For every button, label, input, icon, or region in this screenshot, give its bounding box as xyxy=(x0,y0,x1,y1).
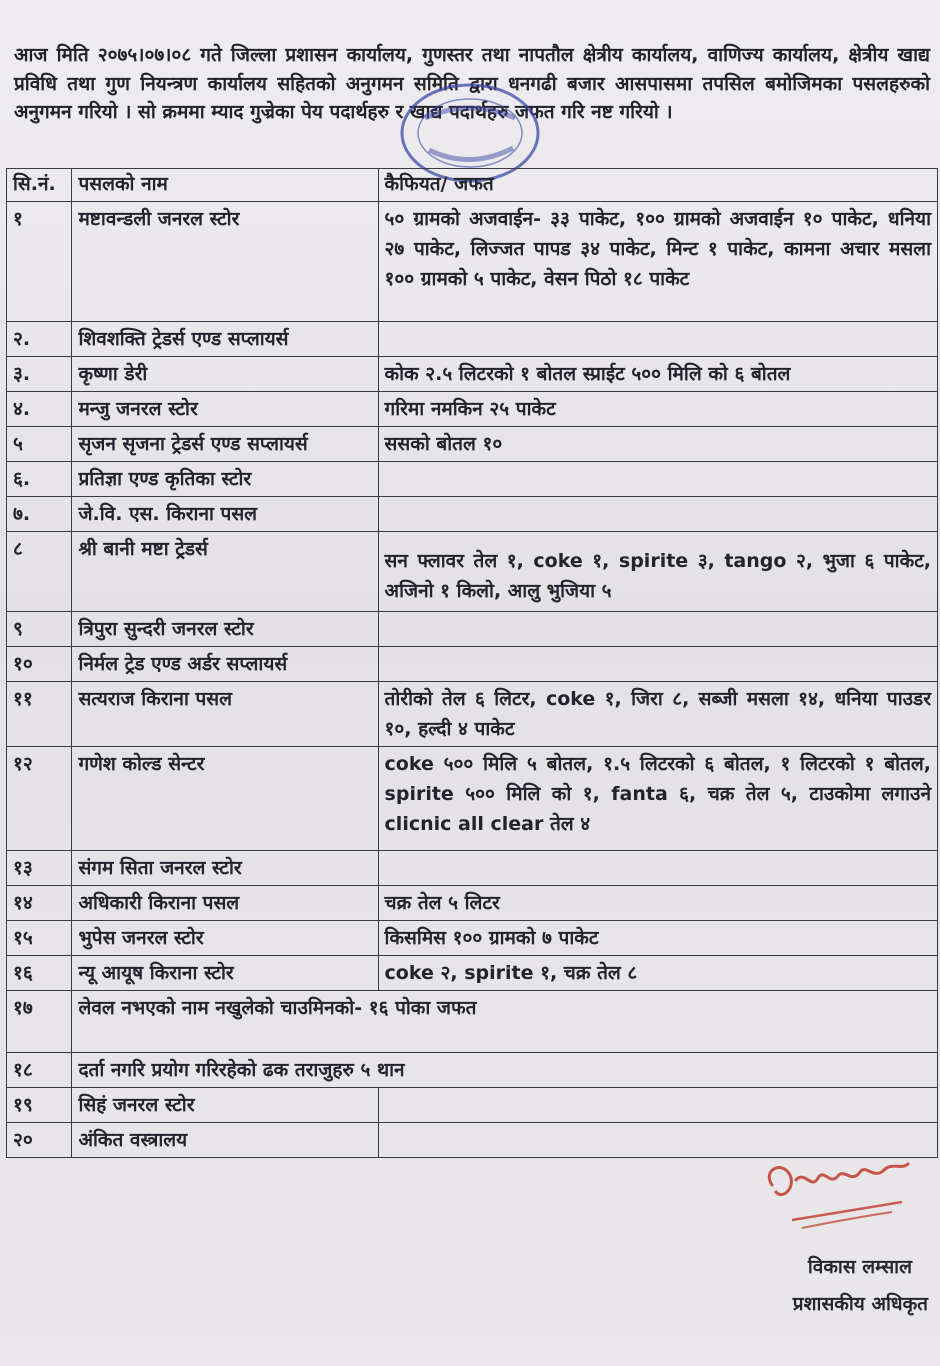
remarks-cell: कोक २.५ लिटरको १ बोतल स्प्राईट ५०० मिलि को ६ बोतल xyxy=(378,357,937,392)
remarks-cell: ५० ग्रामको अजवाईन- ३३ पाकेट, १०० ग्रामको अजवाईन १० पाकेट, धनिया २७ पाकेट, लिज्जत पापड ३४ पाकेट, मिन्ट १ पाकेट, कामना अचार मसला १०० ग्रामको ५ पाकेट, वेसन पिठो १८ पाकेट xyxy=(378,202,937,322)
table-row xyxy=(7,612,938,647)
shop-name-cell: मष्टावन्डली जनरल स्टोर xyxy=(72,202,378,322)
handwritten-signature-icon xyxy=(752,1140,922,1240)
table-row xyxy=(7,747,938,851)
remarks-cell: coke ५०० मिलि ५ बोतल, १.५ लिटरको ६ बोतल, १ लिटरको १ बोतल, spirite ५०० मिलि को १, fanta ६, चक्र तेल ५, टाउकोमा लगाउने clicnic all clear तेल ४ xyxy=(378,747,937,851)
remarks-cell: गरिमा नमकिन २५ पाकेट xyxy=(378,392,937,427)
shop-name-cell: सत्यराज किराना पसल xyxy=(72,682,378,747)
table-row xyxy=(7,392,938,427)
serial-cell: १७ xyxy=(7,991,72,1053)
shop-name-cell: शिवशक्ति ट्रेडर्स एण्ड सप्लायर्स xyxy=(72,322,378,357)
shop-name-cell: श्री बानी मष्टा ट्रेडर्स xyxy=(72,532,378,612)
table-row xyxy=(7,886,938,921)
merged-remarks-cell: लेवल नभएको नाम नखुलेको चाउमिनको- १६ पोका जफत xyxy=(72,991,938,1053)
table-row xyxy=(7,921,938,956)
shop-name-cell: त्रिपुरा सुन्दरी जनरल स्टोर xyxy=(72,612,378,647)
header-serial: सि.नं. xyxy=(7,169,72,202)
table-row xyxy=(7,322,938,357)
shop-name-cell: कृष्णा डेरी xyxy=(72,357,378,392)
table-row xyxy=(7,1088,938,1123)
serial-cell: ११ xyxy=(7,682,72,747)
header-shop-name: पसलको नाम xyxy=(72,169,378,202)
shop-name-cell: सिहं जनरल स्टोर xyxy=(72,1088,378,1123)
shop-name-cell: न्यू आयूष किराना स्टोर xyxy=(72,956,378,991)
shop-name-cell: अधिकारी किराना पसल xyxy=(72,886,378,921)
remarks-cell: सन फ्लावर तेल १, coke १, spirite ३, tango २, भुजा ६ पाकेट, अजिनो १ किलो, आलु भुजिया ५ xyxy=(378,532,937,612)
inspection-table xyxy=(6,168,938,1158)
serial-cell: १० xyxy=(7,647,72,682)
remarks-cell xyxy=(378,1088,937,1123)
table-row xyxy=(7,647,938,682)
shop-name-cell: संगम सिता जनरल स्टोर xyxy=(72,851,378,886)
shop-name-cell: निर्मल ट्रेड एण्ड अर्डर सप्लायर्स xyxy=(72,647,378,682)
shop-name-cell: मन्जु जनरल स्टोर xyxy=(72,392,378,427)
serial-cell: २. xyxy=(7,322,72,357)
serial-cell: १८ xyxy=(7,1053,72,1088)
remarks-cell xyxy=(378,851,937,886)
shop-name-cell: गणेश कोल्ड सेन्टर xyxy=(72,747,378,851)
header-remarks: कैफियत/ जफत xyxy=(378,169,937,202)
table-row xyxy=(7,682,938,747)
shop-name-cell: अंकित वस्त्रालय xyxy=(72,1123,378,1158)
serial-cell: ४. xyxy=(7,392,72,427)
remarks-cell xyxy=(378,612,937,647)
table-row xyxy=(7,851,938,886)
remarks-cell xyxy=(378,462,937,497)
table-row xyxy=(7,956,938,991)
table-row xyxy=(7,462,938,497)
remarks-cell: तोरीको तेल ६ लिटर, coke १, जिरा ८, सब्जी मसला १४, धनिया पाउडर १०, हल्दी ४ पाकेट xyxy=(378,682,937,747)
serial-cell: १३ xyxy=(7,851,72,886)
table-row xyxy=(7,427,938,462)
table-row xyxy=(7,1053,938,1088)
table-header-row xyxy=(7,169,938,202)
intro-paragraph: आज मिति २०७५।०७।०८ गते जिल्ला प्रशासन कार्यालय, गुणस्तर तथा नापतौल क्षेत्रीय कार्यालय, वाणिज्य कार्यालय, क्षेत्रीय खाद्य प्रविधि तथा गुण नियन्त्रण कार्यालय सहितको अनुगमन समिति द्वारा धनगढी बजार आसपासमा तपसिल बमोजिमका पसलहरुको अनुगमन गरियो । सो क्रममा म्याद गुज्रेका पेय पदार्थहरु र खाद्य पदार्थहरु जफत गरि नष्ट गरियो । xyxy=(14,44,930,123)
shop-name-cell: सृजन सृजना ट्रेडर्स एण्ड सप्लायर्स xyxy=(72,427,378,462)
signatory-title: प्रशासकीय अधिकृत xyxy=(792,1293,928,1315)
serial-cell: ८ xyxy=(7,532,72,612)
serial-cell: ९ xyxy=(7,612,72,647)
table-row xyxy=(7,357,938,392)
serial-cell: १२ xyxy=(7,747,72,851)
remarks-cell: किसमिस १०० ग्रामको ७ पाकेट xyxy=(378,921,937,956)
table-row xyxy=(7,497,938,532)
signatory-name: विकास लम्साल xyxy=(807,1256,912,1278)
serial-cell: ७. xyxy=(7,497,72,532)
serial-cell: २० xyxy=(7,1123,72,1158)
table-row xyxy=(7,991,938,1053)
serial-cell: १६ xyxy=(7,956,72,991)
serial-cell: १५ xyxy=(7,921,72,956)
remarks-cell: coke २, spirite १, चक्र तेल ८ xyxy=(378,956,937,991)
serial-cell: १ xyxy=(7,202,72,322)
serial-cell: १९ xyxy=(7,1088,72,1123)
serial-cell: ६. xyxy=(7,462,72,497)
serial-cell: ३. xyxy=(7,357,72,392)
merged-remarks-cell: दर्ता नगरि प्रयोग गरिरहेको ढक तराजुहरु ५ थान xyxy=(72,1053,938,1088)
shop-name-cell: प्रतिज्ञा एण्ड कृतिका स्टोर xyxy=(72,462,378,497)
shop-name-cell: जे.वि. एस. किराना पसल xyxy=(72,497,378,532)
table-row xyxy=(7,202,938,322)
remarks-cell: ससको बोतल १० xyxy=(378,427,937,462)
remarks-cell: चक्र तेल ५ लिटर xyxy=(378,886,937,921)
shop-name-cell: भुपेस जनरल स्टोर xyxy=(72,921,378,956)
remarks-cell xyxy=(378,322,937,357)
serial-cell: १४ xyxy=(7,886,72,921)
table-row xyxy=(7,532,938,612)
remarks-cell xyxy=(378,647,937,682)
remarks-cell xyxy=(378,497,937,532)
serial-cell: ५ xyxy=(7,427,72,462)
